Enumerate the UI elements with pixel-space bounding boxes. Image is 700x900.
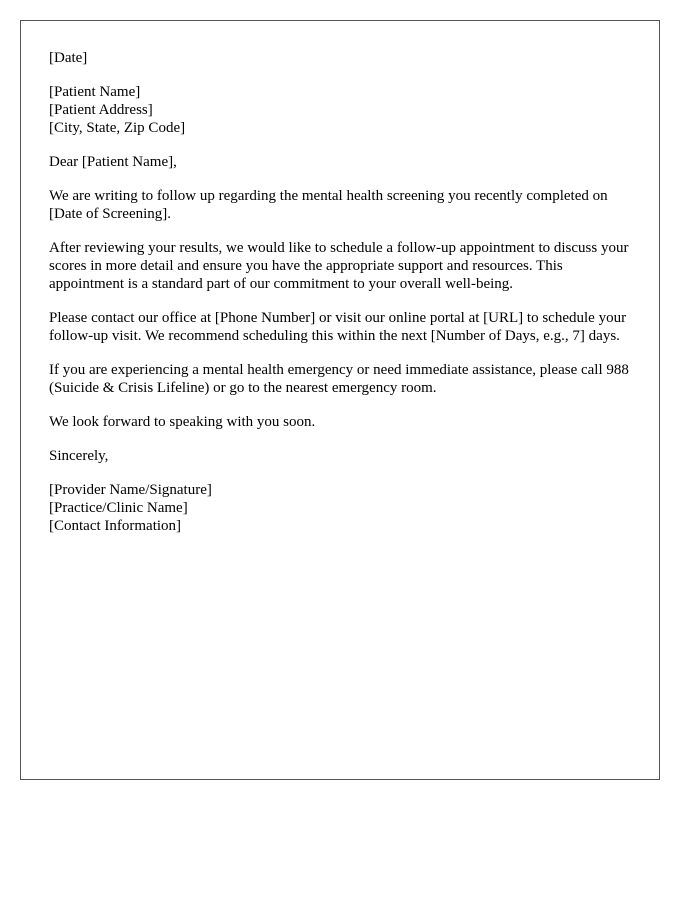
paragraph-closing-remark: We look forward to speaking with you soon. [49, 414, 316, 430]
paragraph-results: After reviewing your results, we would like to schedule a follow-up appointment to discuss your scores in more detail and ensure you have the appropriate support and resources. This appointment is a standard part of our commitment to your overall well-being. [49, 240, 629, 292]
recipient-address: [Patient Address] [49, 102, 153, 118]
paragraph-emergency: If you are experiencing a mental health emergency or need immediate assistance, please call 988 (Suicide & Crisis Lifeline) or go to the nearest emergency room. [49, 362, 629, 396]
signature-practice: [Practice/Clinic Name] [49, 500, 188, 516]
letter-date: [Date] [49, 50, 88, 66]
salutation: Dear [Patient Name], [49, 154, 177, 170]
date-block [49, 49, 639, 67]
signature-contact: [Contact Information] [49, 518, 182, 534]
salutation-block [49, 153, 639, 171]
closing: Sincerely, [49, 448, 109, 464]
letter-page [20, 20, 660, 780]
closing-block [49, 447, 639, 465]
signature-provider: [Provider Name/Signature] [49, 482, 212, 498]
paragraph-intro: We are writing to follow up regarding the mental health screening you recently completed on [Date of Screening]. [49, 188, 608, 222]
paragraph-contact: Please contact our office at [Phone Number] or visit our online portal at [URL] to schedule your follow-up visit. We recommend scheduling this within the next [Number of Days, e.g., 7] days. [49, 310, 627, 344]
recipient-name: [Patient Name] [49, 84, 141, 100]
recipient-address-block [49, 83, 639, 137]
letter-body [49, 49, 639, 551]
signature-block [49, 481, 639, 535]
recipient-city-state-zip: [City, State, Zip Code] [49, 120, 186, 136]
